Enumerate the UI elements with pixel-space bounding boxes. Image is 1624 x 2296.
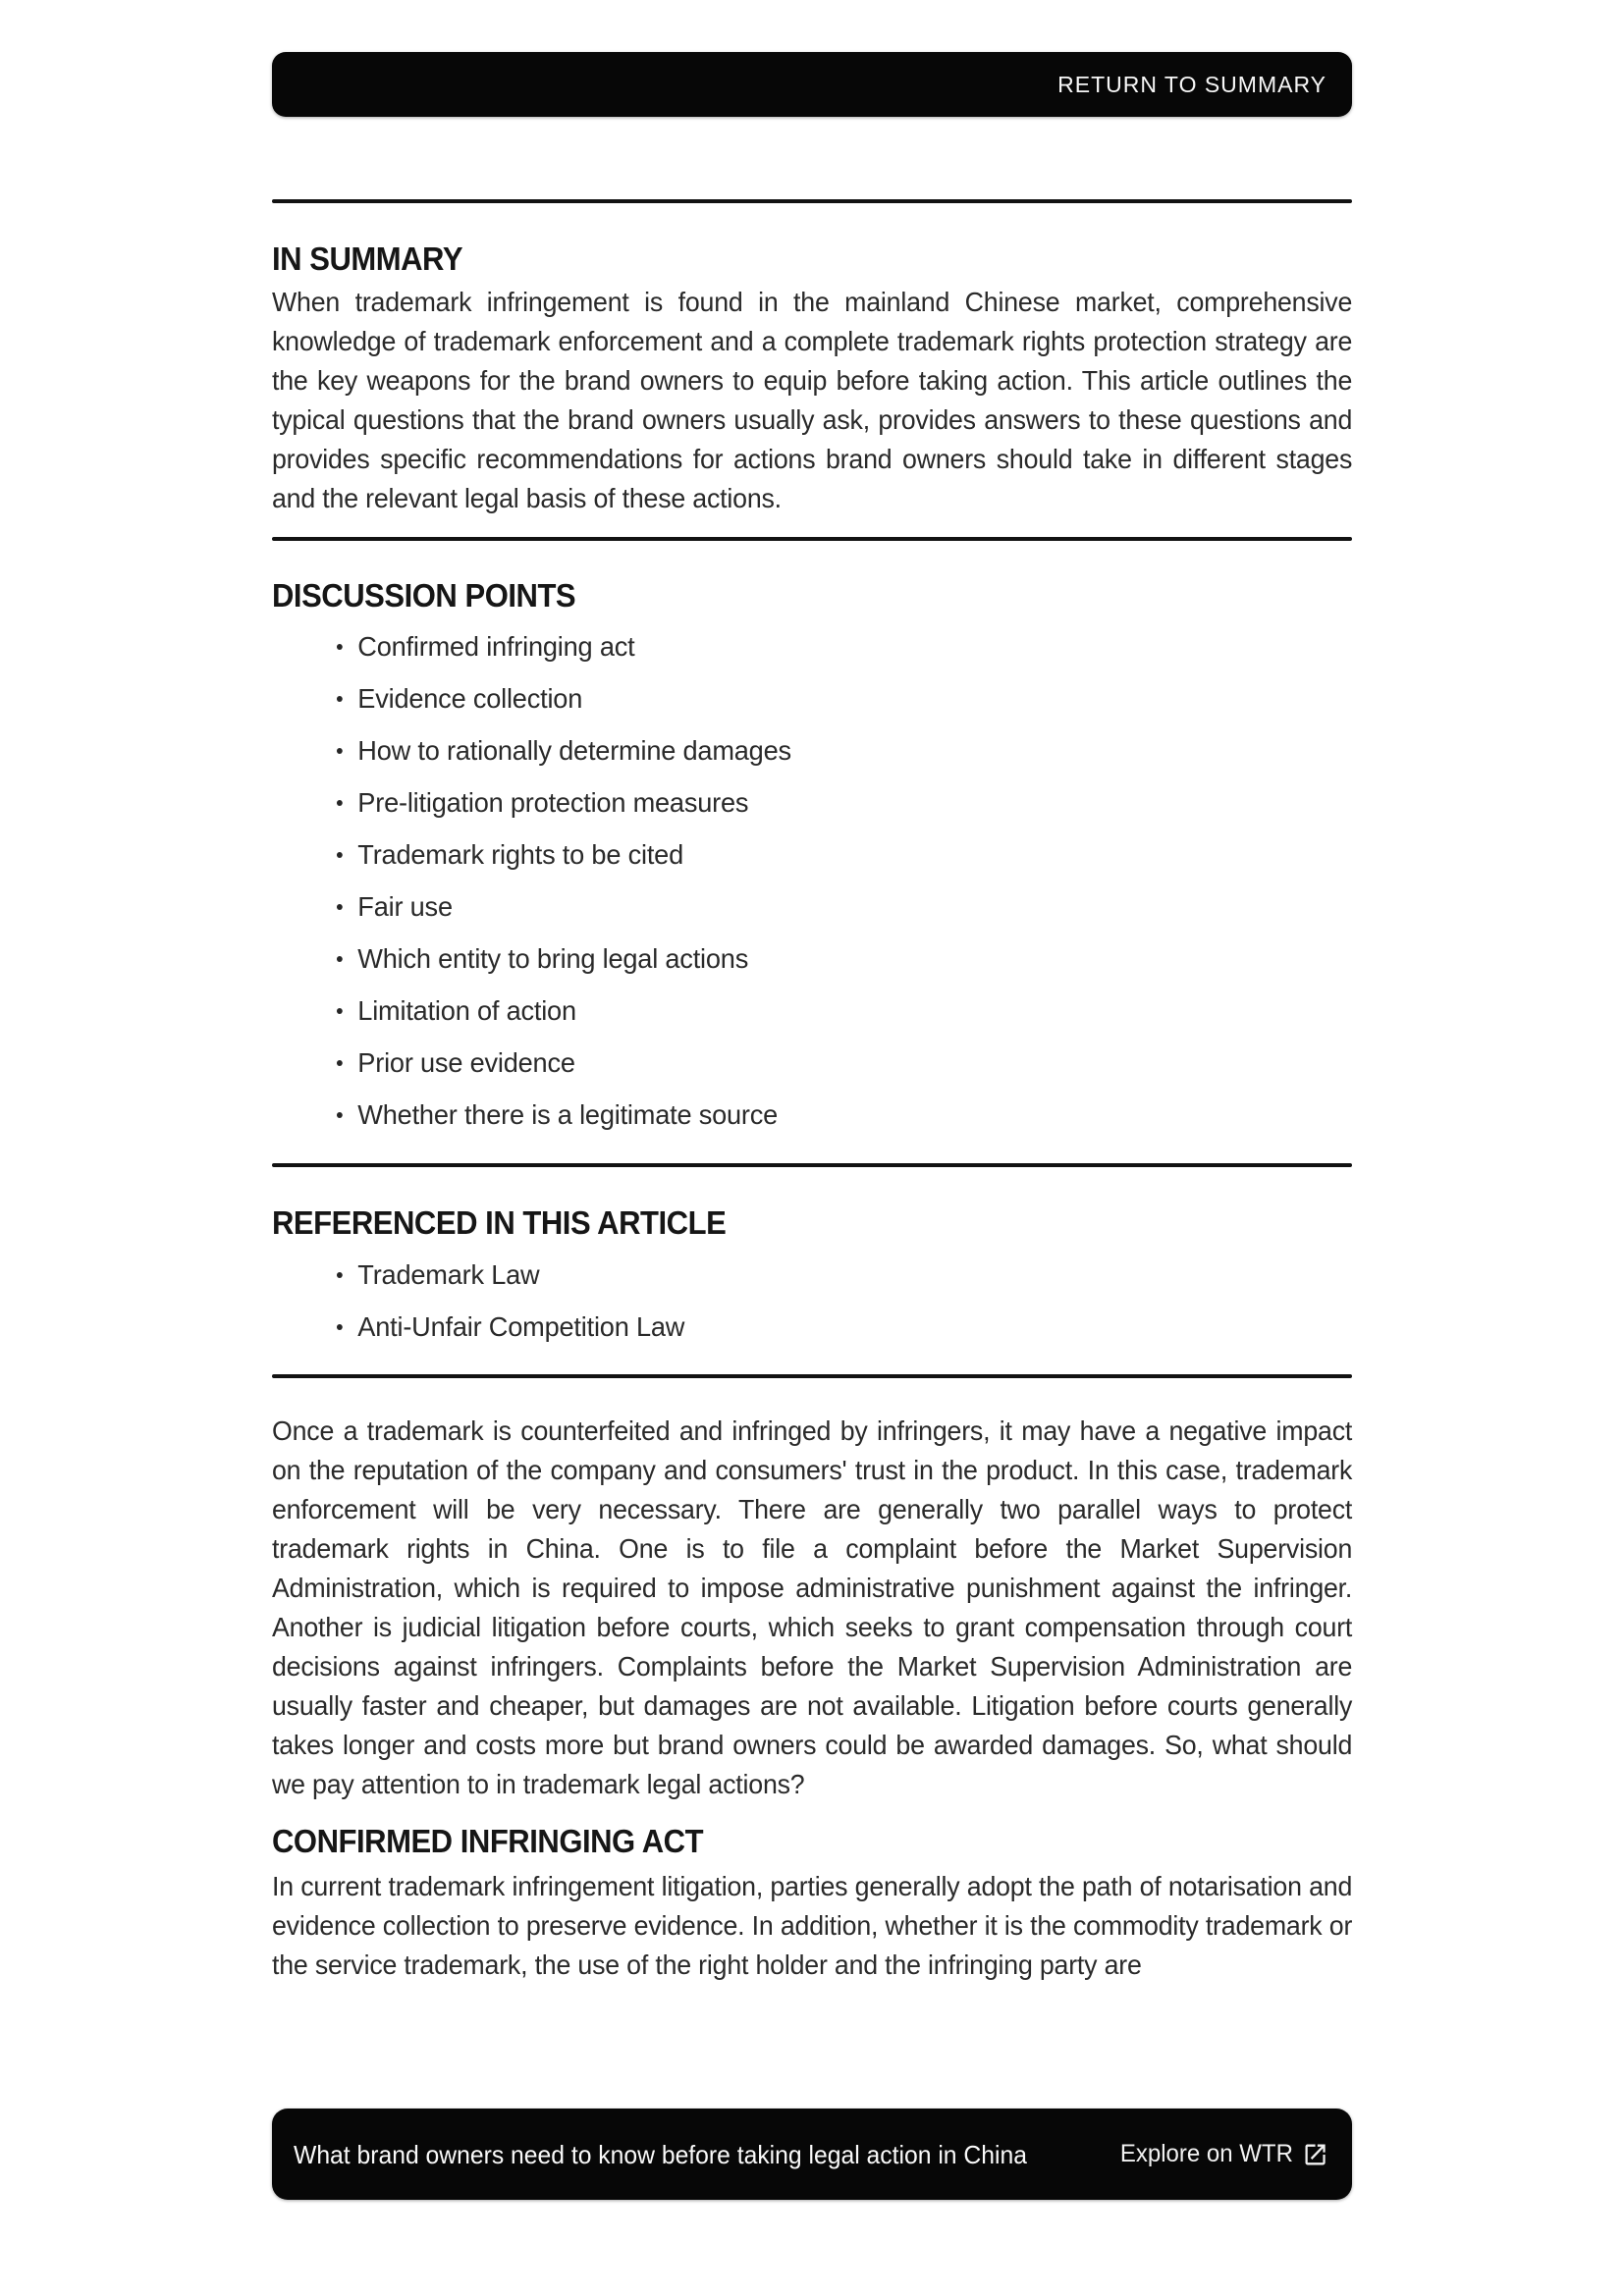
list-item: Which entity to bring legal actions [272, 933, 1320, 985]
confirmed-infringing-act-heading: CONFIRMED INFRINGING ACT [272, 1823, 704, 1859]
list-item: Fair use [272, 881, 1320, 933]
list-item: Trademark Law [272, 1249, 1320, 1301]
section-divider [272, 537, 1352, 541]
section-divider [272, 199, 1352, 203]
referenced-list [272, 1249, 1352, 1353]
list-item: How to rationally determine damages [272, 724, 1320, 776]
in-summary-heading: IN SUMMARY [272, 240, 463, 277]
list-item: Pre-litigation protection measures [272, 776, 1320, 828]
discussion-points-list [272, 620, 1352, 1141]
header-bar [272, 52, 1352, 117]
section-divider [272, 1374, 1352, 1378]
confirmed-infringing-act-paragraph: In current trademark infringement litigation, parties generally adopt the path of notarisation and evidence collection to preserve evidence. In addition, whether it is the commodity trademark or the service trademark, the use of the right holder and the infringing party are [272, 1871, 1353, 1980]
referenced-heading: REFERENCED IN THIS ARTICLE [272, 1204, 727, 1241]
external-link-icon [1302, 2141, 1328, 2168]
footer-link-label: Explore on WTR [1119, 2140, 1293, 2167]
explore-on-wtr-link[interactable] [1119, 2140, 1328, 2168]
return-to-summary-button[interactable]: RETURN TO SUMMARY [1057, 71, 1326, 97]
list-item: Anti-Unfair Competition Law [272, 1301, 1320, 1353]
list-item: Trademark rights to be cited [272, 828, 1320, 881]
section-divider [272, 1163, 1352, 1167]
list-item: Prior use evidence [272, 1037, 1320, 1089]
list-item: Confirmed infringing act [272, 620, 1320, 672]
discussion-points-heading: DISCUSSION POINTS [272, 577, 576, 614]
list-item: Limitation of action [272, 985, 1320, 1037]
intro-paragraph: Once a trademark is counterfeited and infringed by infringers, it may have a negative impact on the reputation of the company and consumers' trust in the product. In this case, trademark enforcement will be very necessary. There are generally two parallel ways to protect trademark rights in China. One is to file a complaint before the Market Supervision Administration, which is required to impose administrative punishment against the infringer. Another is judicial litigation before courts, which seeks to grant compensation through court decisions against infringers. Complaints before the Market Supervision Administration are usually faster and cheaper, but damages are not available. Litigation before courts generally takes longer and costs more but brand owners could be awarded damages. So, what should we pay attention to in trademark legal actions? [272, 1415, 1353, 1799]
in-summary-paragraph: When trademark infringement is found in the mainland Chinese market, comprehensive knowledge of trademark enforcement and a complete trademark rights protection strategy are the key weapons for the brand owners to equip before taking action. This article outlines the typical questions that the brand owners usually ask, provides answers to these questions and provides specific recommendations for actions brand owners should take in different stages and the relevant legal basis of these actions. [272, 287, 1353, 513]
footer-article-title: What brand owners need to know before taking legal action in China [294, 2139, 1027, 2169]
footer-bar [272, 2109, 1352, 2200]
list-item: Evidence collection [272, 672, 1320, 724]
list-item: Whether there is a legitimate source [272, 1089, 1320, 1141]
